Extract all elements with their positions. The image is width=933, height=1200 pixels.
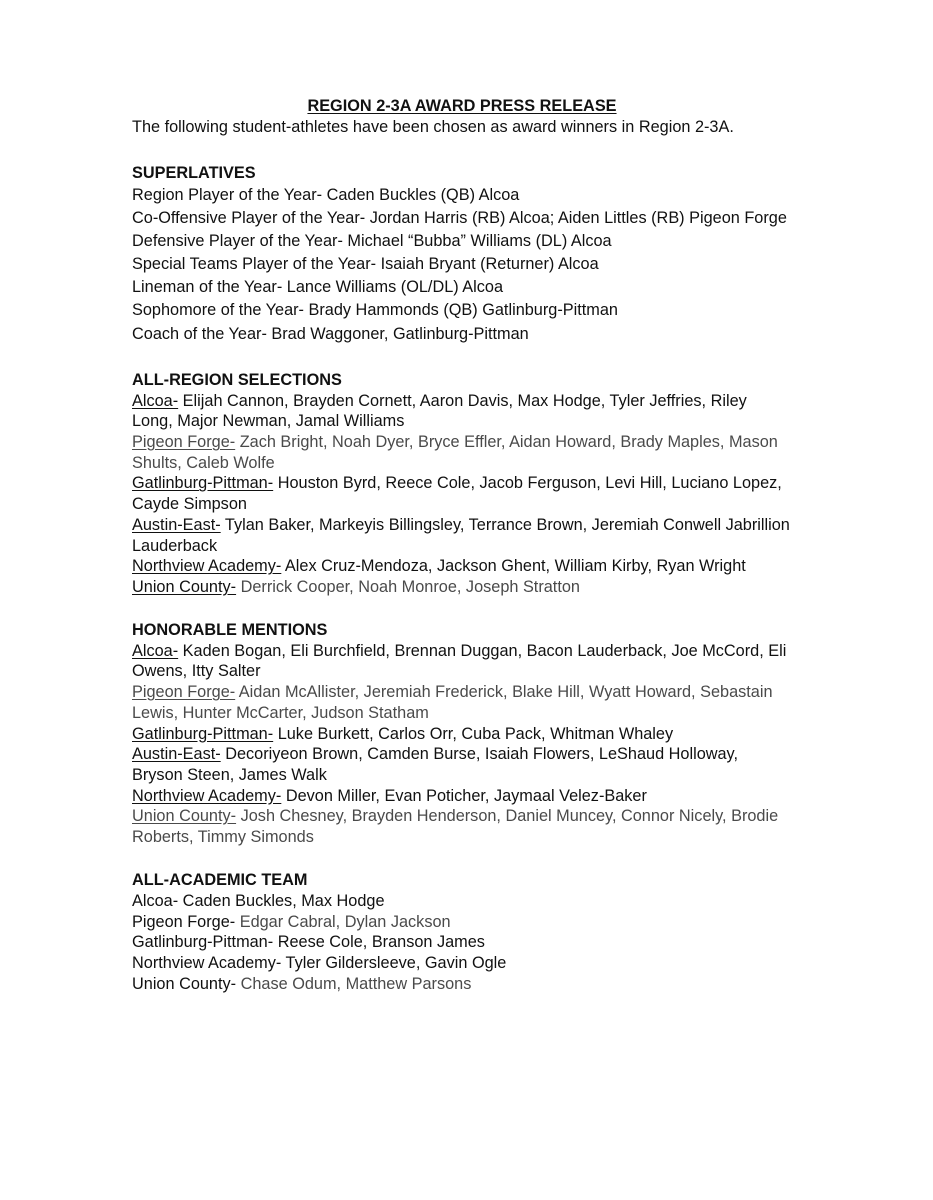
- team-name: Northview Academy-: [132, 557, 282, 576]
- superlative-item: Region Player of the Year- Caden Buckles (QB) Alcoa: [132, 186, 520, 204]
- all-region-team-entry: [132, 556, 792, 577]
- team-name: Pigeon Forge-: [132, 433, 236, 452]
- team-name: Northview Academy-: [132, 786, 282, 805]
- team-players: Josh Chesney, Brayden Henderson, Daniel Muncey, Connor Nicely, Brodie Roberts, Timmy Simonds: [132, 807, 779, 847]
- academic-team-entry: [132, 891, 792, 912]
- team-players: Derrick Cooper, Noah Monroe, Joseph Stratton: [236, 577, 580, 596]
- intro-paragraph: The following student-athletes have been chosen as award winners in Region 2-3A.: [132, 118, 734, 136]
- team-players: Chase Odum, Matthew Parsons: [236, 974, 472, 993]
- team-players: Aidan McAllister, Jeremiah Frederick, Blake Hill, Wyatt Howard, Sebastain Lewis, Hunter McCarter, Judson Statham: [132, 683, 773, 722]
- team-name: Pigeon Forge-: [132, 912, 236, 931]
- superlative-item: Coach of the Year- Brad Waggoner, Gatlinburg-Pittman: [132, 324, 529, 343]
- team-name: Alcoa-: [132, 891, 179, 910]
- team-name: Union County-: [132, 974, 237, 993]
- all-academic-heading: ALL-ACADEMIC TEAM: [132, 870, 308, 889]
- team-name: Austin-East-: [132, 515, 221, 534]
- team-players: Edgar Cabral, Dylan Jackson: [235, 912, 451, 931]
- team-players: Tyler Gildersleeve, Gavin Ogle: [281, 954, 507, 973]
- honorable-team-entry: [132, 806, 792, 847]
- team-players: Alex Cruz-Mendoza, Jackson Ghent, William Kirby, Ryan Wright: [281, 557, 746, 576]
- team-name: Northview Academy-: [132, 954, 282, 973]
- academic-team-entry: [132, 953, 792, 974]
- team-name: Gatlinburg-Pittman-: [132, 724, 274, 743]
- all-region-team-entry: [132, 515, 792, 556]
- superlatives-heading: SUPERLATIVES: [132, 164, 256, 182]
- team-players: Zach Bright, Noah Dyer, Bryce Effler, Aidan Howard, Brady Maples, Mason Shults, Caleb Wolfe: [132, 433, 778, 472]
- all-region-team-entry: [132, 473, 792, 514]
- honorable-team-entry: [132, 641, 792, 682]
- team-players: Caden Buckles, Max Hodge: [178, 891, 385, 910]
- team-players: Elijah Cannon, Brayden Cornett, Aaron Davis, Max Hodge, Tyler Jeffries, Riley Long, Major Newman, Jamal Williams: [132, 391, 747, 431]
- press-release-body: [132, 96, 792, 995]
- team-name: Austin-East-: [132, 745, 221, 764]
- team-name: Union County-: [132, 577, 237, 596]
- superlative-item: Special Teams Player of the Year- Isaiah Bryant (Returner) Alcoa: [132, 255, 599, 274]
- honorable-mentions-heading: HONORABLE MENTIONS: [132, 620, 328, 639]
- all-region-heading: ALL-REGION SELECTIONS: [132, 370, 342, 389]
- team-players: Tylan Baker, Markeyis Billingsley, Terrance Brown, Jeremiah Conwell Jabrillion Lauderback: [132, 515, 790, 555]
- honorable-team-entry: [132, 744, 792, 785]
- team-name: Gatlinburg-Pittman-: [132, 474, 274, 493]
- honorable-team-entry: [132, 682, 792, 723]
- all-region-team-entry: [132, 391, 792, 432]
- team-name: Pigeon Forge-: [132, 683, 236, 702]
- all-academic-section: [132, 870, 792, 995]
- all-region-team-entry: [132, 577, 792, 598]
- team-players: Reese Cole, Branson James: [273, 933, 485, 952]
- superlatives-list: [132, 184, 792, 346]
- team-players: Devon Miller, Evan Poticher, Jaymaal Velez-Baker: [281, 786, 647, 805]
- honorable-team-entry: [132, 786, 792, 807]
- team-name: Gatlinburg-Pittman-: [132, 933, 274, 952]
- team-players: Luke Burkett, Carlos Orr, Cuba Pack, Whitman Whaley: [273, 724, 674, 743]
- team-players: Decoriyeon Brown, Camden Burse, Isaiah Flowers, LeShaud Holloway, Bryson Steen, James Walk: [132, 745, 739, 784]
- superlative-item: Lineman of the Year- Lance Williams (OL/DL) Alcoa: [132, 278, 504, 297]
- superlative-item: Sophomore of the Year- Brady Hammonds (QB) Gatlinburg-Pittman: [132, 301, 618, 320]
- team-name: Union County-: [132, 807, 237, 826]
- academic-team-entry: [132, 932, 792, 953]
- document-title: REGION 2-3A AWARD PRESS RELEASE: [307, 97, 617, 115]
- all-region-team-entry: [132, 432, 792, 473]
- superlative-item: Co-Offensive Player of the Year- Jordan Harris (RB) Alcoa; Aiden Littles (RB) Pigeon Forge: [132, 209, 787, 228]
- all-region-section: [132, 370, 792, 598]
- academic-team-entry: [132, 974, 792, 995]
- team-players: Kaden Bogan, Eli Burchfield, Brennan Duggan, Bacon Lauderback, Joe McCord, Eli Owens, Itty Salter: [132, 641, 787, 681]
- superlatives-section: [132, 163, 792, 346]
- honorable-mentions-section: [132, 620, 792, 848]
- academic-team-entry: [132, 912, 792, 933]
- team-name: Alcoa-: [132, 641, 179, 660]
- team-name: Alcoa-: [132, 391, 179, 410]
- team-players: Houston Byrd, Reece Cole, Jacob Ferguson, Levi Hill, Luciano Lopez, Cayde Simpson: [132, 474, 782, 514]
- honorable-team-entry: [132, 724, 792, 745]
- superlative-item: Defensive Player of the Year- Michael “Bubba” Williams (DL) Alcoa: [132, 232, 612, 251]
